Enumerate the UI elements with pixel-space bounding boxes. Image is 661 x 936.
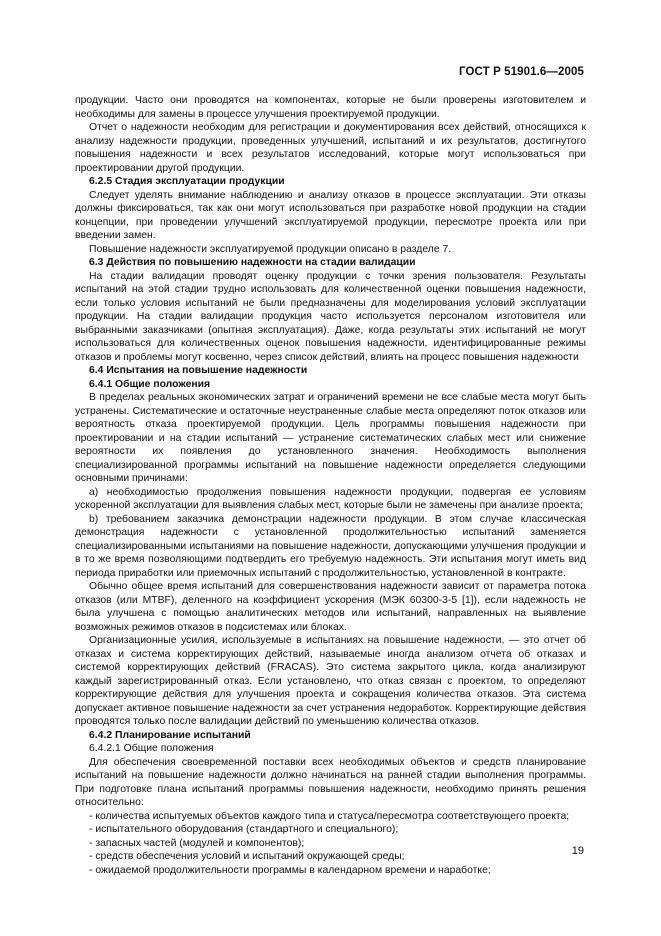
paragraph: b) требованием заказчика демонстрации надежности продукции. В этом случае классическая демонстрация надежности с установленной продолжительностью испытаний заменяется специализированными испытаниями на повышение надежности, допускающими улучшения продукции и в то же время позволяющими подтвердить его требуемую надежность. Эти испытания могут иметь вид периода приработки или приемочных испытаний с продолжительностью, установленной в контракте. bbox=[75, 513, 586, 579]
paragraph: - количества испытуемых объектов каждого типа и статуса/пересмотра соответствующего проекта; bbox=[89, 810, 570, 822]
page-body bbox=[75, 94, 586, 877]
paragraph: - средств обеспечения условий и испытаний окружающей среды; bbox=[89, 851, 405, 862]
page-number: 19 bbox=[571, 845, 584, 857]
paragraph: Отчет о надежности необходим для регистрации и документирования всех действий, относящихся к анализу надежности продукции, проведенных улучшений, испытаний и их результатов, достигнутого повышения надежности и всех результатов исследований, которые могут использоваться при проектировании другой продукции. bbox=[75, 122, 586, 174]
paragraph: - запасных частей (модулей и компонентов); bbox=[89, 837, 305, 849]
paragraph: Повышение надежности эксплуатируемой продукции описано в разделе 7. bbox=[89, 243, 452, 255]
paragraph: Организационные усилия, используемые в испытаниях на повышение надежности, — это отчет об отказах и система корректирующих действий, называемые иногда анализом отчета об отказах и системой корректирующих действий (FRACAS). Это система закрытого цикла, когда анализируют каждый зарегистрированный отказ. Если установлено, что отказ связан с проектом, то определяют корректирующие действия для улучшения проекта и сокращения количества отказов. Эта система допускает активное повышение надежности за счет устранения недоработок. Корректирующие действия проводятся только после валидации действий по уменьшению количества отказов. bbox=[75, 635, 586, 727]
paragraph: 6.4.2.1 Общие положения bbox=[89, 743, 214, 754]
paragraph: - испытательного оборудования (стандартного и специального); bbox=[89, 824, 399, 835]
paragraph: продукции. Часто они проводятся на компонентах, которые не были проверены изготовителем и необходимы для замены в процессе улучшения проектируемой продукции. bbox=[75, 95, 586, 120]
paragraph: На стадии валидации проводят оценку продукции с точки зрения пользователя. Результаты испытаний на этой стадии трудно использовать для количественной оценки повышения надежности, если только условия испытаний не были предназначены для моделирования условий эксплуатации продукции. На стадии валидации продукция часто используется персоналом изготовителя или выбранными заказчиками (опытная эксплуатация). Даже, когда результаты этих испытаний не могут использоваться для количественных оценок повышения надежности, идентифицированные режимы отказов и проблемы могут косвенно, через список действий, влиять на процесс повышения надежности bbox=[75, 270, 586, 363]
section-heading: 6.4.2 Планирование испытаний bbox=[89, 729, 251, 741]
section-heading: 6.2.5 Стадия эксплуатации продукции bbox=[89, 176, 285, 187]
paragraph: В пределах реальных экономических затрат и ограничений времени не все слабые места могут быть устранены. Систематические и остаточные неустраненные слабые места определяют поток отказов или вероятность отказа проектируемой продукции. Цель программы повышения надежности при проектировании и на стадии испытаний — устранение систематических слабых мест или снижение вероятности их появления до установленного значения. Необходимость выполнения специализированной программы испытаний на повышение надежности определяется следующими основными причинами: bbox=[75, 392, 586, 484]
document-id: ГОСТ Р 51901.6—2005 bbox=[459, 66, 584, 78]
section-heading: 6.4 Испытания на повышение надежности bbox=[89, 365, 308, 376]
paragraph: а) необходимостью продолжения повышения надежности продукции, подвергая ее условиям ускоренной эксплуатации для выявления слабых мест, которые были не замечены при анализе проекта; bbox=[75, 486, 586, 511]
section-heading: 6.4.1 Общие положения bbox=[89, 378, 211, 390]
paragraph: Обычно общее время испытаний для совершенствования надежности зависит от параметра потока отказов (или МТBF), деленного на коэффициент ускорения (МЭК 60300-3-5 [1]), если надежность не была улучшена с помощью аналитических методов или испытаний, направленных на выявление возможных режимов отказов в подсистемах или блоках. bbox=[75, 581, 586, 633]
section-heading: 6.3 Действия по повышению надежности на стадии валидации bbox=[89, 257, 416, 268]
paragraph: - ожидаемой продолжительности программы в календарном времени и наработке; bbox=[89, 864, 491, 876]
paragraph: Следует уделять внимание наблюдению и анализу отказов в процессе эксплуатации. Эти отказы должны фиксироваться, так как они могут использоваться при разработке новой продукции на стадии концепции, при проведении улучшений эксплуатируемой продукции, пересмотре проекта или при введении замен. bbox=[75, 189, 586, 241]
paragraph: Для обеспечения своевременной поставки всех необходимых объектов и средств планирование испытаний на повышение надежности должно начинаться на ранней стадии выполнения программы. При подготовке плана испытаний программы повышения надежности, необходимо принять решения относительно: bbox=[75, 756, 586, 808]
